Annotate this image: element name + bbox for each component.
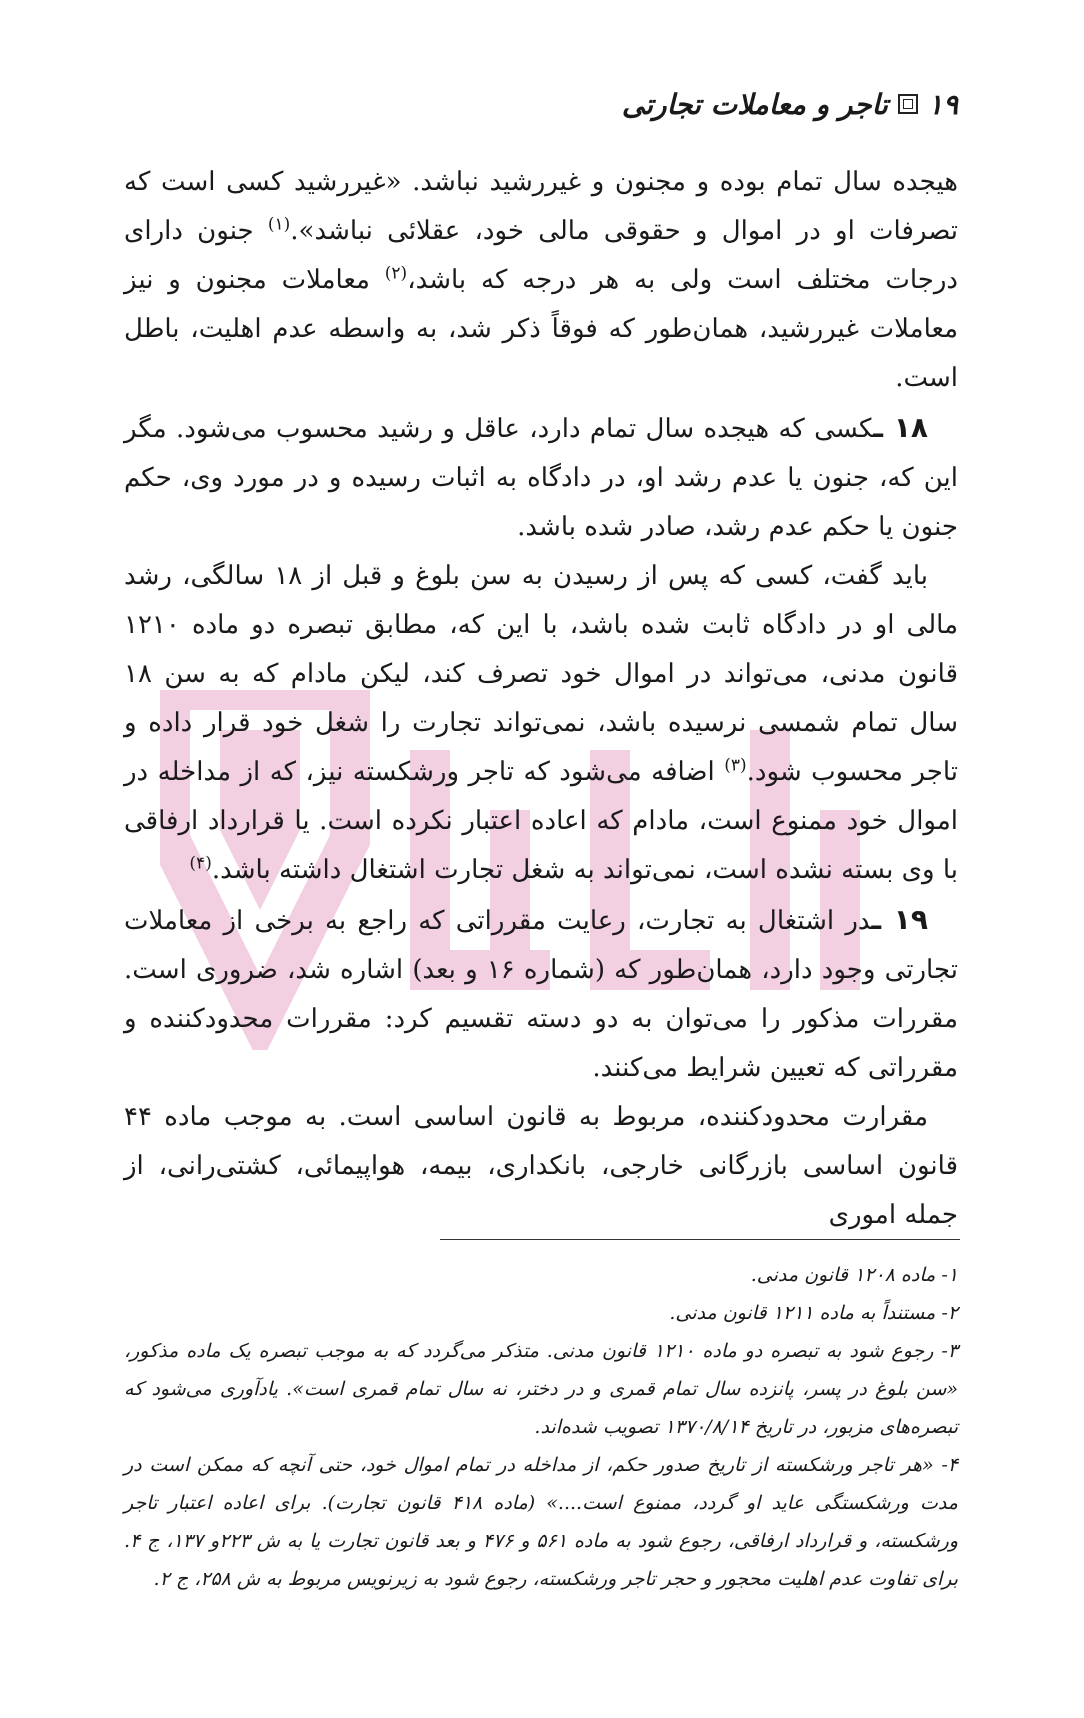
footnote-ref-4: (۴) [189,853,212,874]
section-number-18: ۱۸ ـ [873,411,928,444]
footnote-ref-2: (۲) [384,263,408,284]
footnote-2: ۲- مستنداً به ماده ۱۲۱۱ قانون مدنی. [669,1302,958,1324]
footnote-1: ۱- ماده ۱۲۰۸ قانون مدنی. [750,1264,958,1286]
paragraph-5: مقرارت محدودکننده، مربوط به قانون اساسی است. به موجب ماده ۴۴ قانون اساسی بازرگانی خارجی، بانکداری، بیمه، هواپیمائی، کشتی‌رانی، از جمله اموری [124,1102,958,1230]
footnote-3: ۳- رجوع شود به تبصره دو ماده ۱۲۱۰ قانون مدنی. متذکر می‌گردد که به موجب تبصره یک ماده مذکور، «سن بلوغ در پسر، پانزده سال تمام قمری و در دختر، نه سال تمام قمری است». یادآوری می‌شود که تبصره‌های مزبور، در تاریخ ۱۳۷۰/۸/۱۴ تصویب شده‌اند. [124,1340,958,1438]
square-ornament-icon [898,94,918,114]
paragraph-1: هیجده سال تمام بوده و مجنون و غیررشید نباشد. «غیررشید کسی است که تصرفات او در اموال و حقوقی مالی خود، عقلائی نباشد».$^{(۱)}$ جنون دارای درجات مختلف است ولی به هر درجه که باشد،$^{(۲)}$ معاملات مجنون و نیز معاملات غیررشید، همان‌طور که فوقاً ذکر شد، به واسطه عدم اهلیت، باطل است. [124,167,958,393]
paragraph-18: ۱۸ ـکسی که هیجده سال تمام دارد، عاقل و رشید محسوب می‌شود. مگر این که، جنون یا عدم رشد او، در دادگاه به اثبات رسیده و در مورد وی، حکم جنون یا حکم عدم رشد، صادر شده باشد. [124,411,958,542]
paragraph-3: باید گفت، کسی که پس از رسیدن به سن بلوغ و قبل از ۱۸ سالگی، رشد مالی او در دادگاه ثابت شده باشد، با این که، مطابق تبصره دو ماده ۱۲۱۰ قانون مدنی، می‌تواند در اموال خود تصرف کند، لیکن مادام که به سن ۱۸ سال تمام شمسی نرسیده باشد، نمی‌تواند تجارت را شغل خود قرار داده و تاجر محسوب شود.$^{(۳)}$ اضافه می‌شود که تاجر ورشکسته نیز، که از مداخله در اموال خود ممنوع است، مادام که اعاده اعتبار نکرده است. یا قرارداد ارفاقی با وی بسته نشده است، نمی‌تواند به شغل تجارت اشتغال داشته باشد.$^{(۴)}$ [124,561,958,885]
chapter-title: تاجر و معاملات تجارتی [621,87,888,121]
running-header [126,82,958,126]
footnote-4: ۴- «هر تاجر ورشکسته از تاریخ صدور حکم، از مداخله در تمام اموال خود، حتی آنچه که ممکن است در مدت ورشکستگی عاید او گردد، ممنوع است....» (ماده ۴۱۸ قانون تجارت). برای اعاده اعتبار تاجر ورشکسته، و قرارداد ارفاقی، رجوع شود به ماده ۵۶۱ و ۴۷۶ و بعد قانون تجارت یا به ش ۲۲۳و ۱۳۷، ج ۴. برای تفاوت عدم اهلیت محجور و حجر تاجر ورشکسته، رجوع شود به زیرنویس مربوط به ش ۲۵۸، ج ۲. [124,1454,958,1590]
paragraph-19: ۱۹ ـدر اشتغال به تجارت، رعایت مقرراتی که راجع به برخی از معاملات تجارتی وجود دارد، همان‌طور که (شماره ۱۶ و بعد) اشاره شد، ضروری است. مقررات مذکور را می‌توان به دو دسته تقسیم کرد: مقررات محدودکننده و مقرراتی که تعیین شرایط می‌کنند. [124,903,958,1083]
footnote-ref-3: (۳) [724,755,747,776]
footnote-ref-1: (۱) [267,214,291,235]
footnotes [124,1256,958,1598]
page-number: ۱۹ [927,87,958,121]
main-text [124,158,958,1240]
footnote-divider [440,1239,960,1240]
section-number-19: ۱۹ ـ [871,903,928,936]
